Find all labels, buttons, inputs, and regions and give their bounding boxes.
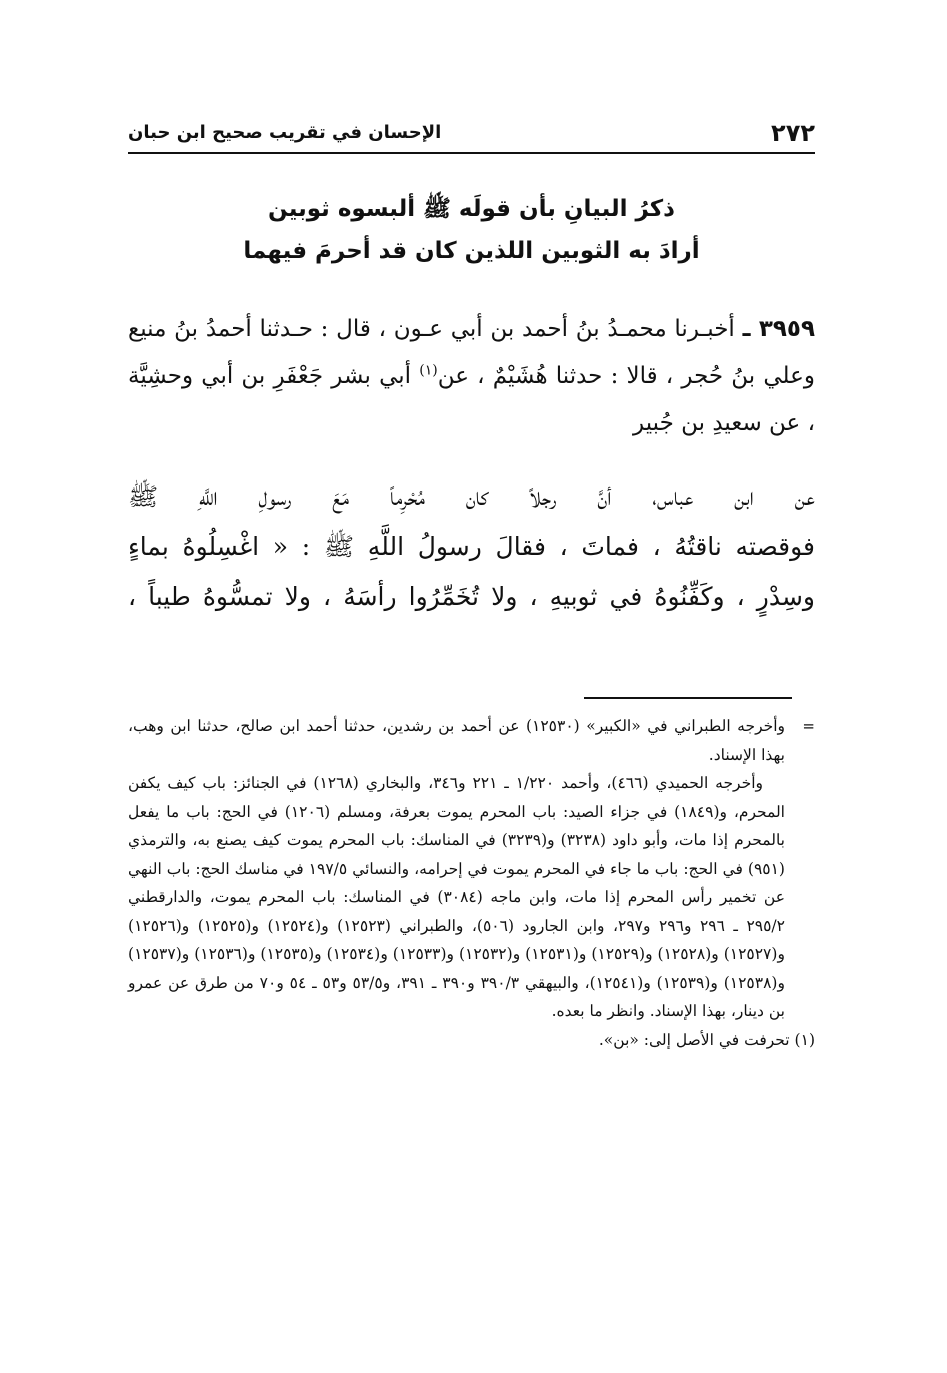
- chapter-title-line-1: ذكرُ البيانِ بأن قولَه ﷺ ألبسوه ثوبين: [268, 196, 675, 222]
- chapter-heading: [128, 188, 815, 272]
- footnote-paragraph-1: وأخرجه الطبراني في «الكبير» (١٢٥٣٠) عن أحمد بن رشدين، حدثنا أحمد ابن صالح، حدثنا ابن وهب، بهذا الإسناد.: [128, 717, 785, 764]
- isnad-text-part-2: أبي بشر جَعْفَرِ بن أبي وحشِيَّة ، عن سعيدِ بن جُبير: [128, 363, 815, 436]
- footnote-note-1: (١) تحرفت في الأصل إلى: «بن».: [598, 1030, 815, 1049]
- hadith-matn: [128, 472, 815, 622]
- hadith-isnad: [128, 306, 815, 447]
- footnote-continuation: [128, 712, 815, 1026]
- continuation-marker: =: [802, 717, 815, 735]
- page-number: ٢٧٢: [771, 119, 815, 147]
- hadith-number: ٣٩٥٩ ـ: [742, 316, 816, 342]
- book-title: الإحسان في تقريب صحيح ابن حبان: [128, 122, 442, 143]
- footnote-separator-rule: [584, 697, 792, 699]
- matn-line-3: وسِدْرٍ ، وكَفِّنُوهُ في ثوبيهِ ، ولا تُخَمِّرُوا رأسَهُ ، ولا تمسُّوهُ طيباً ،: [128, 582, 815, 611]
- footnotes-section: [128, 712, 815, 1054]
- matn-line-2: فوقصته ناقتُهُ ، فماتَ ، فقالَ رسولُ اللَّهِ ﷺ : « اغْسِلُوهُ بماءٍ: [128, 532, 815, 561]
- footnote-paragraph-2: وأخرجه الحميدي (٤٦٦)، وأحمد ١/٢٢٠ ـ ٢٢١ و٣٤٦، والبخاري (١٢٦٨) في الجنائز: باب كيف يكفن المحرم، و(١٨٤٩) في جزاء الصيد: باب المحرم يموت بعرفة، ومسلم (١٢٠٦) في الحج: باب ما يفعل بالمحرم إذا مات، وأبو داود (٣٢٣٨) و(٣٢٣٩) في المناسك: باب المحرم يموت كيف يصنع به، والترمذي (٩٥١) في الحج: باب ما جاء في المحرم يموت في إحرامه، والنسائي ١٩٧/٥ في مناسك الحج: باب النهي عن تخمير رأس المحرم إذا مات، وابن ماجه (٣٠٨٤) في المناسك: باب المحرم يموت، والدارقطني ٢٩٥/٢ ـ ٢٩٦ و٢٩٦ و٢٩٧، وابن الجارود (٥٠٦)، والطبراني (١٢٥٢٣) و(١٢٥٢٤) و(١٢٥٢٥) و(١٢٥٢٦) و(١٢٥٢٧) و(١٢٥٢٨) و(١٢٥٢٩) و(١٢٥٣١) و(١٢٥٣٢) و(١٢٥٣٣) و(١٢٥٣٤) و(١٢٥٣٥) و(١٢٥٣٦) و(١٢٥٣٧) و(١٢٥٣٨) و(١٢٥٣٩) و(١٢٥٤١)، والبيهقي ٣٩٠/٣ و٣٩٠ ـ ٣٩١، و٥٣/٥ و٥٣ ـ ٥٤ و٧٠ من طرق عن عمرو بن دينار، بهذا الإسناد. وانظر ما بعده.: [128, 774, 785, 1020]
- running-header: [128, 118, 815, 154]
- footnote-reference-marker: (١): [419, 362, 438, 379]
- chapter-title-line-2: أرادَ به الثوبين اللذين كان قد أحرمَ فيهما: [243, 238, 700, 264]
- matn-line-1: عن ابن عباس، أنَّ رجلاً كان مُحْرِماً مَعَ رسولِ اللَّهِ ﷺ: [128, 482, 815, 511]
- isnad-text-part-1: أخبـرنا محمـدُ بنُ أحمد بن أبي عـون ، قال : حـدثنا أحمدُ بنُ منيع وعلي بنُ حُجر ، قالا : حدثنا هُشَيْمٌ ، عن: [128, 316, 815, 389]
